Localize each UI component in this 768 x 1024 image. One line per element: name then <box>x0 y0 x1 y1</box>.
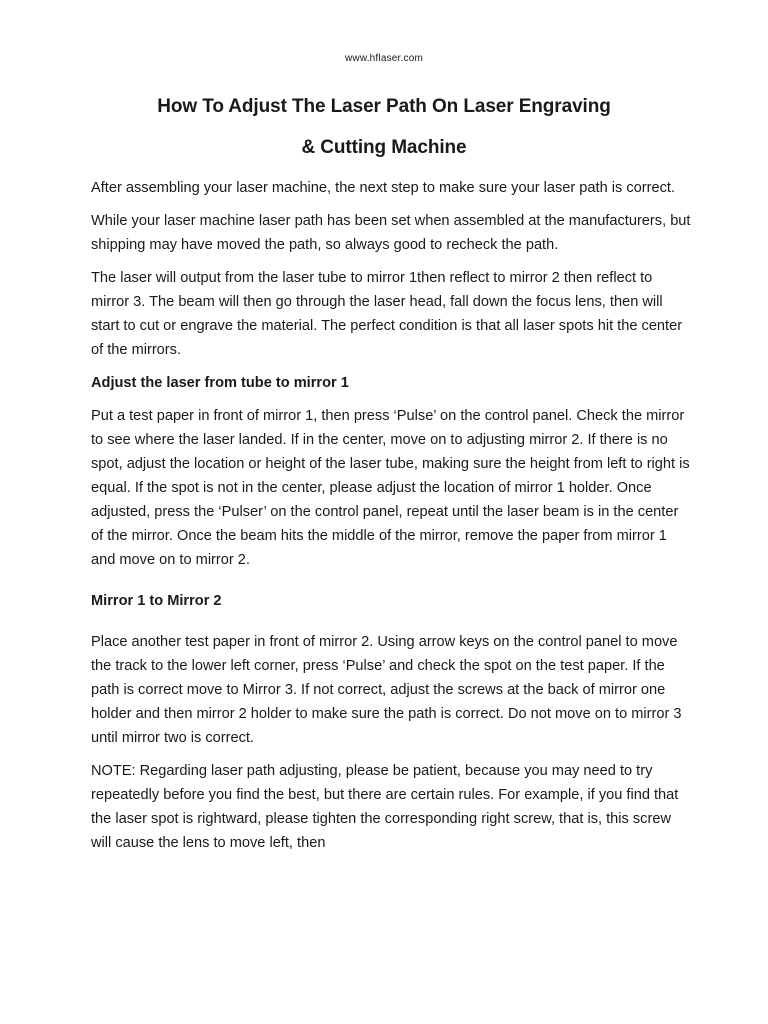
paragraph-shipping: While your laser machine laser path has been set when assembled at the manufacturers, but shipping may have moved the path, so always good to recheck the path. <box>91 213 691 253</box>
document-title-line-1: How To Adjust The Laser Path On Laser Engraving <box>157 96 611 117</box>
document-title-line-2: & Cutting Machine <box>301 137 467 158</box>
paragraph-laser-output: The laser will output from the laser tube to mirror 1then reflect to mirror 2 then reflect to mirror 3. The beam will then go through the laser head, fall down the focus lens, then will start to cut or engrave the material. The perfect condition is that all laser spots hit the center of the mirrors. <box>91 270 683 358</box>
document-body <box>91 176 691 864</box>
paragraph-note: NOTE: Regarding laser path adjusting, please be patient, because you may need to try repeatedly before you find the best, but there are certain rules. For example, if you find that the laser spot is rightward, please tighten the corresponding right screw, that is, this screw will cause the lens to move left, then <box>91 763 679 851</box>
section-heading-mirror-1-to-mirror-2: Mirror 1 to Mirror 2 <box>91 593 222 609</box>
section-heading-tube-to-mirror-1: Adjust the laser from tube to mirror 1 <box>91 375 349 391</box>
paragraph-intro: After assembling your laser machine, the next step to make sure your laser path is correct. <box>91 180 676 196</box>
header-url: www.hflaser.com <box>344 53 424 64</box>
paragraph-mirror-1-to-mirror-2: Place another test paper in front of mirror 2. Using arrow keys on the control panel to move the track to the lower left corner, press ‘Pulse’ and check the spot on the test paper. If the path is correct move to Mirror 3. If not correct, adjust the screws at the back of mirror one holder and then mirror 2 holder to make sure the path is correct. Do not move on to mirror 3 until mirror two is correct. <box>91 634 682 746</box>
paragraph-tube-to-mirror-1: Put a test paper in front of mirror 1, then press ‘Pulse’ on the control panel. Check the mirror to see where the laser landed. If in the center, move on to adjusting mirror 2. If there is no spot, adjust the location or height of the laser tube, making sure the height from left to right is equal. If the spot is not in the center, please adjust the location of mirror 1 holder. Once adjusted, press the ‘Pulser’ on the control panel, repeat until the laser beam is in the center of the mirror. Once the beam hits the middle of the mirror, remove the paper from mirror 1 and move on to mirror 2. <box>91 408 690 568</box>
